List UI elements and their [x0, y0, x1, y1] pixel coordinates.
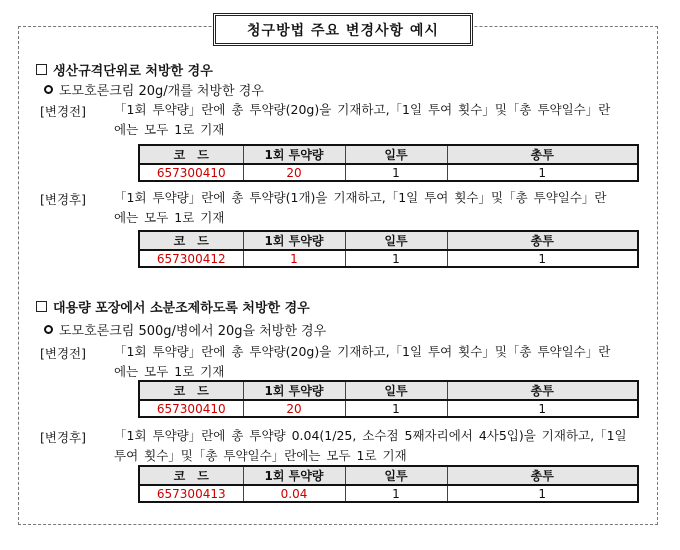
cell-total: 1	[447, 250, 638, 267]
example-table	[138, 380, 639, 418]
section-2-case	[44, 320, 326, 339]
description-line-1: 「1회 투약량」란에 총 투약량(20g)을 기재하고,「1일 투여 횟수」및「총 투약일수」란	[114, 344, 611, 359]
before-tag: [변경전]	[40, 346, 86, 361]
table-row	[139, 250, 638, 267]
table-header-row	[139, 466, 638, 485]
header-daily: 일투	[345, 381, 447, 400]
example-table	[138, 465, 639, 503]
cell-total: 1	[447, 485, 638, 502]
cell-dose: 20	[243, 164, 345, 181]
after-description	[114, 426, 659, 466]
section-2-case-text: 도모호론크림 500g/병에서 20g을 처방한 경우	[59, 324, 327, 339]
header-daily: 일투	[345, 231, 447, 250]
example-table	[138, 230, 639, 268]
cell-code: 657300412	[139, 250, 243, 267]
description-line-2: 에는 모두 1로 기재	[114, 364, 225, 379]
section-2-heading-text: 대용량 포장에서 소분조제하도록 처방한 경우	[53, 301, 310, 316]
description-line-1: 「1회 투약량」란에 총 투약량(1개)을 기재하고,「1일 투여 횟수」및「총 투약일수」란	[114, 190, 607, 205]
cell-total: 1	[447, 400, 638, 417]
after-description	[114, 188, 659, 228]
circle-bullet-icon	[44, 325, 53, 334]
page-title-text: 청구방법 주요 변경사항 예시	[247, 22, 439, 39]
description-line-1: 「1회 투약량」란에 총 투약량 0.04(1/25, 소수점 5째자리에서 4사5입)을 기재하고,「1일	[114, 428, 627, 443]
description-line-2: 투여 횟수」및「총 투약일수」란에는 모두 1로 기재	[114, 448, 407, 463]
header-dose: 1회 투약량	[243, 381, 345, 400]
cell-daily: 1	[345, 250, 447, 267]
cell-daily: 1	[345, 485, 447, 502]
header-code: 코 드	[139, 145, 243, 164]
square-bullet-icon	[36, 64, 47, 75]
section-1-heading-text: 생산규격단위로 처방한 경우	[53, 64, 213, 79]
cell-total: 1	[447, 164, 638, 181]
cell-dose: 0.04	[243, 485, 345, 502]
cell-dose: 20	[243, 400, 345, 417]
header-total: 총투	[447, 145, 638, 164]
cell-code: 657300410	[139, 164, 243, 181]
before-tag: [변경전]	[40, 104, 86, 119]
description-line-2: 에는 모두 1로 기재	[114, 122, 225, 137]
page-title	[213, 13, 473, 46]
header-total: 총투	[447, 381, 638, 400]
square-bullet-icon	[36, 301, 47, 312]
table-row	[139, 485, 638, 502]
header-dose: 1회 투약량	[243, 231, 345, 250]
table-header-row	[139, 381, 638, 400]
header-dose: 1회 투약량	[243, 145, 345, 164]
cell-daily: 1	[345, 164, 447, 181]
table-header-row	[139, 231, 638, 250]
header-dose: 1회 투약량	[243, 466, 345, 485]
before-description	[114, 100, 659, 140]
table-row	[139, 164, 638, 181]
header-daily: 일투	[345, 466, 447, 485]
section-2-heading	[36, 297, 310, 316]
header-daily: 일투	[345, 145, 447, 164]
cell-code: 657300410	[139, 400, 243, 417]
section-1-case	[44, 80, 264, 99]
table-row	[139, 400, 638, 417]
header-total: 총투	[447, 231, 638, 250]
after-tag: [변경후]	[40, 192, 86, 207]
header-code: 코 드	[139, 381, 243, 400]
circle-bullet-icon	[44, 85, 53, 94]
section-1-case-text: 도모호론크림 20g/개를 처방한 경우	[59, 84, 264, 99]
cell-code: 657300413	[139, 485, 243, 502]
example-table	[138, 144, 639, 182]
header-code: 코 드	[139, 466, 243, 485]
table-header-row	[139, 145, 638, 164]
header-code: 코 드	[139, 231, 243, 250]
cell-dose: 1	[243, 250, 345, 267]
section-1-heading	[36, 60, 213, 79]
header-total: 총투	[447, 466, 638, 485]
after-tag: [변경후]	[40, 430, 86, 445]
description-line-1: 「1회 투약량」란에 총 투약량(20g)을 기재하고,「1일 투여 횟수」및「총 투약일수」란	[114, 102, 611, 117]
cell-daily: 1	[345, 400, 447, 417]
description-line-2: 에는 모두 1로 기재	[114, 210, 225, 225]
before-description	[114, 342, 659, 382]
